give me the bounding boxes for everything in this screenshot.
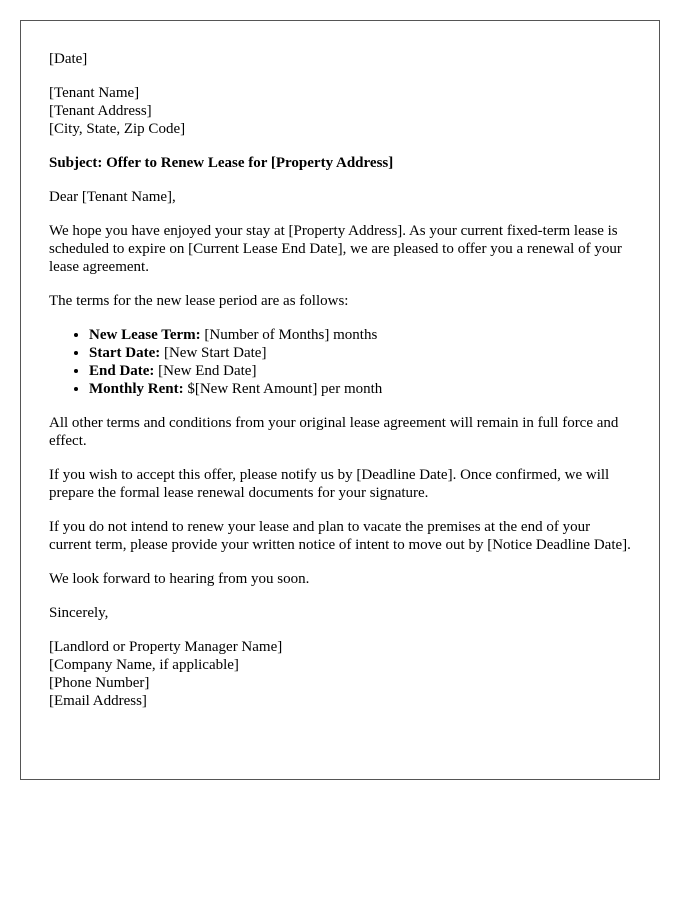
letter-date: [Date] [49,51,88,67]
sender-phone: [Phone Number] [49,675,150,691]
term-item-lease-term [89,326,631,344]
term-value: $[New Rent Amount] per month [183,381,383,397]
sender-company: [Company Name, if applicable] [49,657,239,673]
term-item-end-date [89,362,631,380]
recipient-city: [City, State, Zip Code] [49,121,186,137]
paragraph-closing: We look forward to hearing from you soon. [49,571,310,587]
term-label: Start Date: [89,345,161,361]
term-value: [New End Date] [154,363,257,379]
term-label: End Date: [89,363,155,379]
term-item-monthly-rent [89,380,631,398]
term-label: Monthly Rent: [89,381,184,397]
sender-name: [Landlord or Property Manager Name] [49,639,283,655]
recipient-address: [Tenant Address] [49,103,152,119]
recipient-name: [Tenant Name] [49,85,140,101]
paragraph-decline: If you do not intend to renew your lease and plan to vacate the premises at the end of your current term, please provide your written notice of intent to move out by [Notice Deadline Date]. [49,519,631,553]
letter-signoff: Sincerely, [49,605,109,621]
paragraph-intro: We hope you have enjoyed your stay at [Property Address]. As your current fixed-term lease is scheduled to expire on [Current Lease End Date], we are pleased to offer you a renewal of your lease agreement. [49,223,622,275]
paragraph-accept: If you wish to accept this offer, please notify us by [Deadline Date]. Once confirmed, we will prepare the formal lease renewal documents for your signature. [49,467,610,501]
terms-intro: The terms for the new lease period are as follows: [49,293,349,309]
term-value: [Number of Months] months [200,327,378,343]
letter-page [20,20,660,780]
term-item-start-date [89,344,631,362]
paragraph-other-terms: All other terms and conditions from your original lease agreement will remain in full force and effect. [49,415,619,449]
sender-email: [Email Address] [49,693,147,709]
recipient-address-block [49,84,631,138]
letter-greeting: Dear [Tenant Name], [49,189,176,205]
letter-subject: Subject: Offer to Renew Lease for [Property Address] [49,155,394,171]
terms-list [49,326,631,398]
sender-signature-block [49,638,631,710]
term-value: [New Start Date] [160,345,267,361]
term-label: New Lease Term: [89,327,201,343]
